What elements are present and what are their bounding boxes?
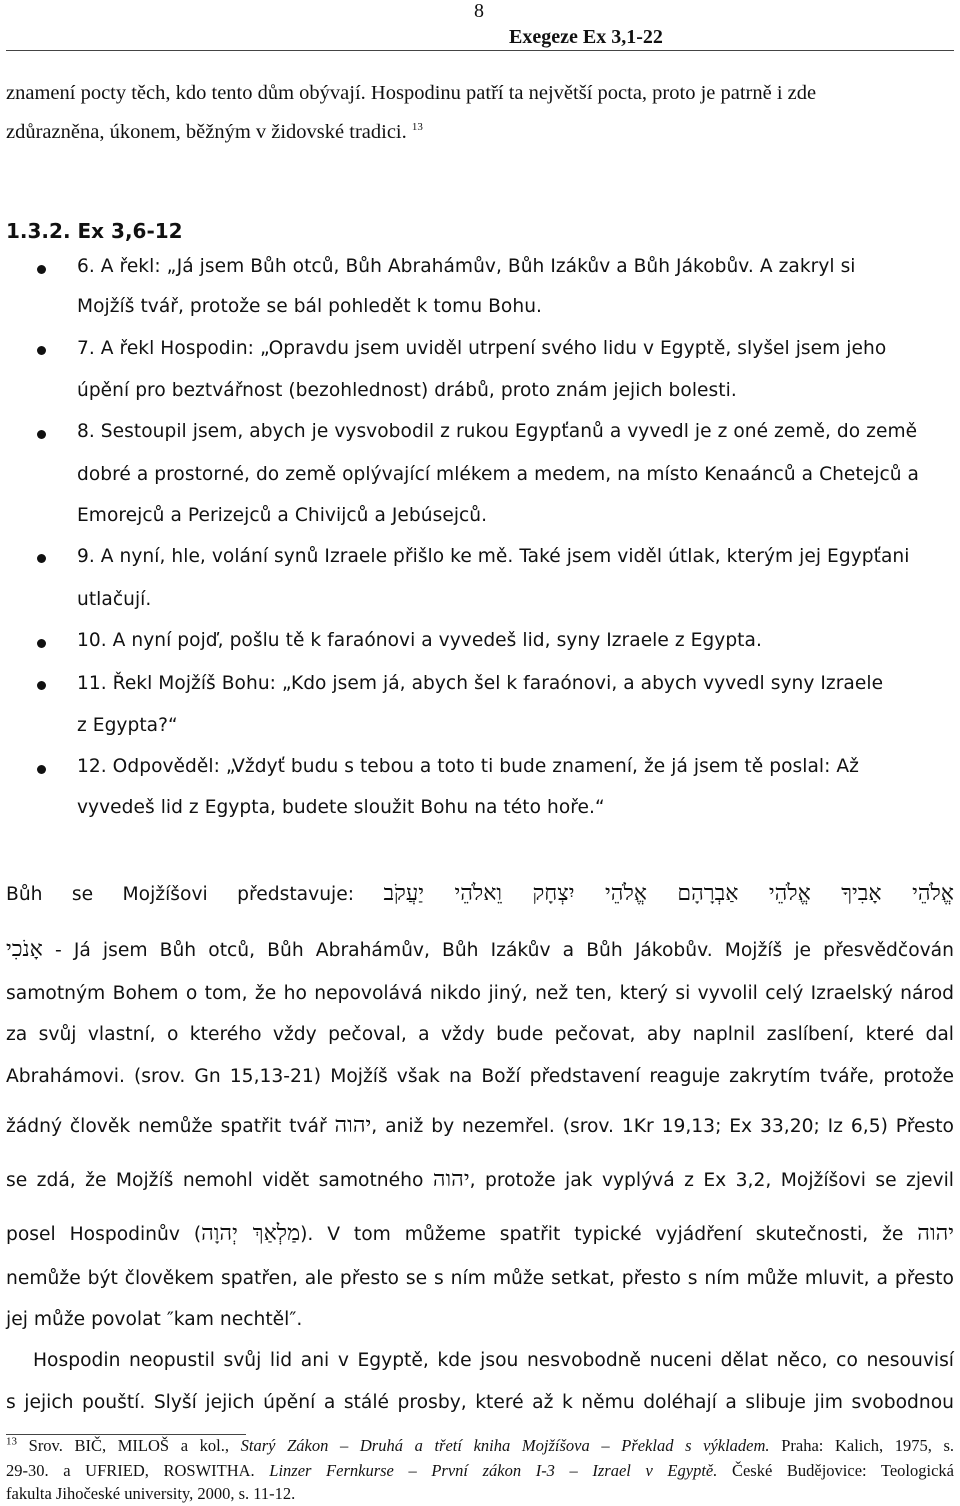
commentary-line: jej může povolat ″kam nechtěl″. <box>6 1309 303 1330</box>
commentary-line: žádný člověk nemůže spatřit tvář יהוה, aniž by nezemřel. (srov. 1Kr 19,13; Ex 33,20; Iz 6,5) Přesto <box>6 1113 954 1138</box>
tetragrammaton: יהוה <box>334 1113 372 1138</box>
footnote-line: 29-30. a UFRIED, ROSWITHA. Linzer Fernkurse – První zákon I-3 – Izrael v Egyptě. České Budějovice: Teologická <box>6 1461 954 1480</box>
bullet-icon <box>37 265 46 274</box>
commentary-line: se zdá, že Mojžíš nemohl vidět samotného יהוה, protože jak vyplývá z Ex 3,2, Mojžíšovi se zjevil <box>6 1167 954 1192</box>
verse-line: 9. A nyní, hle, volání synů Izraele přišlo ke mě. Také jsem viděl útlak, kterým jej Egypťani <box>77 546 910 567</box>
commentary-line: s jejich pouští. Slyší jejich úpění a stálé prosby, které až k němu doléhají a slibuje jim svobodnou <box>6 1392 954 1413</box>
verse-line: 12. Odpověděl: „Vždyť budu s tebou a toto ti bude znamení, že já jsem tě poslal: Až <box>77 756 859 777</box>
footnote-rule <box>6 1434 246 1435</box>
footnote-number: 13 <box>6 1435 17 1448</box>
verse-line: úpění pro beztvářnost (bezohlednost) drábů, proto znám jejich bolesti. <box>77 380 737 401</box>
verse-line: 8. Sestoupil jsem, abych je vysvobodil z rukou Egypťanů a vyvedl je z oné země, do země <box>77 421 918 442</box>
bullet-icon <box>37 430 46 439</box>
commentary-line: samotným Bohem o tom, že ho nepovolává nikdo jiný, než ten, který si vyvolil celý Izraelský národ <box>6 983 954 1004</box>
running-title: Exegeze Ex 3,1-22 <box>509 26 663 48</box>
commentary-line: אָנֹכִי - Já jsem Bůh otců, Bůh Abrahámův, Bůh Izákův a Bůh Jákobův. Mojžíš je přesvědčován <box>6 937 954 962</box>
tetragrammaton: יהוה <box>917 1221 955 1246</box>
footnote-ref[interactable]: 13 <box>411 121 423 134</box>
bullet-icon <box>37 639 46 648</box>
bullet-icon <box>37 554 46 563</box>
header-rule <box>6 50 954 51</box>
hebrew-word: אָנֹכִי <box>6 937 43 962</box>
footnote-line: fakulta Jihočeské university, 2000, s. 11-12. <box>6 1484 296 1503</box>
intro-line-1: znamení pocty těch, kdo tento dům obývají. Hospodinu patří ta největší pocta, proto je patrně i zde <box>6 82 817 104</box>
verse-line: 6. A řekl: „Já jsem Bůh otců, Bůh Abrahámův, Bůh Izákův a Bůh Jákobův. A zakryl si <box>77 256 856 277</box>
hebrew-phrase: מַלְאַךְ יְהוָה <box>201 1221 301 1246</box>
verse-line: 11. Řekl Mojžíš Bohu: „Kdo jsem já, abych šel k faraónovi, a abych vyvedl syny Izraele <box>77 673 884 694</box>
bullet-icon <box>37 346 46 355</box>
commentary-line: Hospodin neopustil svůj lid ani v Egyptě, kde jsou nesvobodně nuceni dělat něco, co nesouvisí <box>33 1350 954 1371</box>
verse-line: vyvedeš lid z Egypta, budete sloužit Bohu na této hoře.“ <box>77 797 605 818</box>
commentary-line: posel Hospodinův (מַלְאַךְ יְהוָה). V tom můžeme spatřit typické vyjádření skutečnosti, že יהוה <box>6 1221 955 1246</box>
commentary-line: Bůh se Mojžíšovi představuje: אֱלֹהֵי אָבִיךָ אֱלֹהֵי אַבְרָהָם אֱלֹהֵי יִצְחָק וֵאלֹהֵי יַעֲקֹב <box>6 881 954 906</box>
verse-line: dobré a prostorné, do země oplývající mlékem a medem, na místo Kenaánců a Chetejců a <box>77 464 919 485</box>
section-heading: 1.3.2. Ex 3,6-12 <box>6 219 183 243</box>
footnote-line: $^{13}$ Srov. BIČ, MILOŠ a kol., Starý Zákon – Druhá a třetí kniha Mojžíšova – Překlad s výkladem. Praha: Kalich, 1975, s. <box>6 1435 955 1455</box>
commentary-line: za svůj vlastní, o kterého vždy pečoval, a vždy bude pečovat, aby naplnil zaslíbení, které dal <box>6 1024 954 1045</box>
intro-line-2: zdůrazněna, úkonem, běžným v židovské tradici. $^{13}$ <box>6 121 423 143</box>
verse-line: 10. A nyní pojď, pošlu tě k faraónovi a vyvedeš lid, syny Izraele z Egypta. <box>77 630 762 651</box>
commentary-line: nemůže být člověkem spatřen, ale přesto se s ním může setkat, přesto s ním může mluvit, a přesto <box>6 1268 954 1289</box>
verse-line: z Egypta?“ <box>77 715 178 736</box>
bullet-icon <box>37 765 46 774</box>
verse-line: 7. A řekl Hospodin: „Opravdu jsem uviděl utrpení svého lidu v Egyptě, slyšel jsem jeho <box>77 338 887 359</box>
verse-line: utlačují. <box>77 589 152 610</box>
verse-line: Emorejců a Perizejců a Chivijců a Jebúsejců. <box>77 505 488 526</box>
page-number: 8 <box>474 0 484 22</box>
tetragrammaton: יהוה <box>432 1167 470 1192</box>
bullet-icon <box>37 681 46 690</box>
commentary-line: Abrahámovi. (srov. Gn 15,13-21) Mojžíš však na Boží představení reaguje zakrytím tváře, protože <box>6 1066 954 1087</box>
hebrew-phrase: אֱלֹהֵי אָבִיךָ אֱלֹהֵי אַבְרָהָם אֱלֹהֵי יִצְחָק וֵאלֹהֵי יַעֲקֹב <box>383 881 954 906</box>
verse-line: Mojžíš tvář, protože se bál pohledět k tomu Bohu. <box>77 296 542 317</box>
